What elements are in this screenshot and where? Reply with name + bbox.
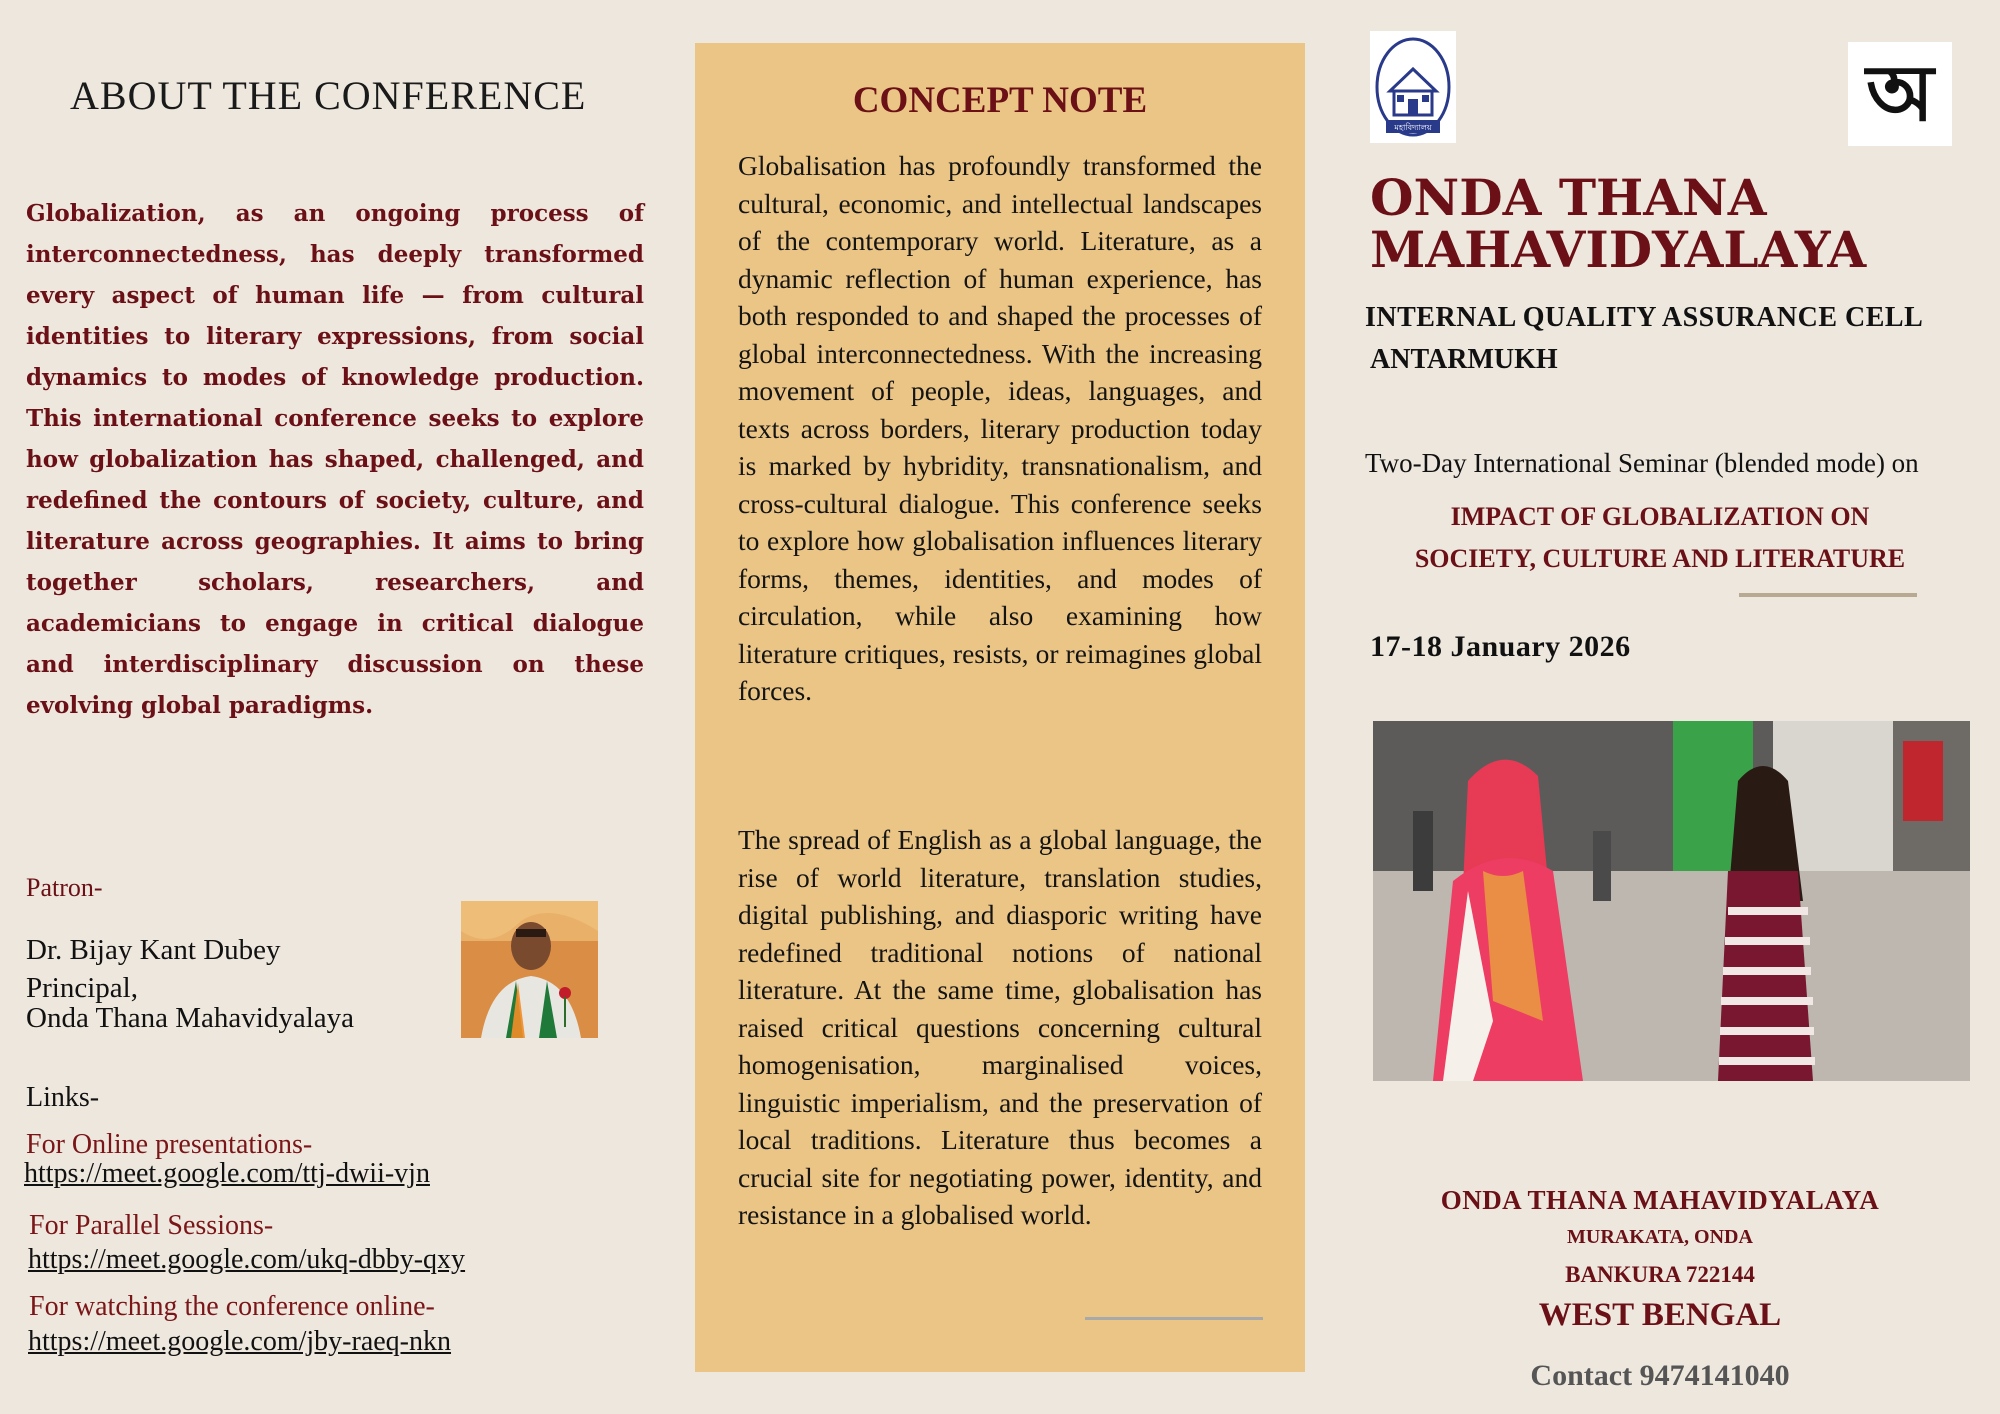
link-online-presentations[interactable]: https://meet.google.com/ttj-dwii-vjn	[24, 1158, 430, 1189]
link-caption-parallel: For Parallel Sessions-	[29, 1210, 274, 1241]
seminar-description: Two-Day International Seminar (blended mode) on	[1365, 448, 1919, 478]
college-title-line2: MAHAVIDYALAYA	[1370, 220, 1867, 279]
links-label: Links-	[26, 1082, 100, 1113]
link-caption-watch: For watching the conference online-	[29, 1291, 435, 1322]
seminar-date: 17-18 January 2026	[1370, 630, 1631, 663]
title-divider	[1739, 593, 1917, 597]
concept-divider	[1085, 1317, 1263, 1320]
about-body: Globalization, as an ongoing process of interconnectedness, has deeply transformed every aspect of human life — from cultural identities to literary expressions, from social dynamics to modes of knowledge production. This international conference seeks to explore how globalization has shaped, challenged, and redefined the contours of society, culture, and literature across geographies. It aims to bring together scholars, researchers, and academicians to engage in critical dialogue and interdisciplinary discussion on these evolving global paradigms.	[26, 200, 644, 719]
concept-note-panel	[695, 43, 1305, 1372]
address-line1: MURAKATA, ONDA	[1567, 1226, 1753, 1248]
antarmukh-logo	[1848, 42, 1952, 146]
college-title-line1: ONDA THANA	[1370, 168, 1767, 227]
iqac-label: INTERNAL QUALITY ASSURANCE CELL	[1365, 302, 1924, 333]
street-scene-image	[1373, 721, 1970, 1081]
about-title: ABOUT THE CONFERENCE	[70, 73, 587, 118]
hero-photo	[1373, 721, 1970, 1081]
patron-photo	[461, 901, 598, 1038]
address-college-name: ONDA THANA MAHAVIDYALAYA	[1440, 1185, 1880, 1215]
patron-org: Onda Thana Mahavidyalaya	[26, 1002, 355, 1034]
concept-paragraph-2: The spread of English as a global language, the rise of world literature, translation studies, digital publishing, and diasporic writing have redefined traditional notions of national literature. At the same time, globalisation has raised critical questions concerning cultural homogenisation, marginalised voices, linguistic imperialism, and the preservation of local traditions. Literature thus becomes a crucial site for negotiating power, identity, and resistance in a globalised world.	[738, 824, 1262, 1230]
contact-phone: Contact 9474141040	[1530, 1359, 1790, 1392]
seminar-title-line1: IMPACT OF GLOBALIZATION ON	[1450, 502, 1870, 531]
patron-name: Dr. Bijay Kant Dubey	[26, 934, 281, 966]
link-watch-online[interactable]: https://meet.google.com/jby-raeq-nkn	[28, 1326, 452, 1357]
college-logo	[1370, 31, 1456, 143]
college-emblem-icon	[1370, 31, 1456, 143]
address-state: WEST BENGAL	[1538, 1297, 1782, 1333]
seminar-title-line2: SOCIETY, CULTURE AND LITERATURE	[1414, 544, 1906, 573]
cover-column	[1320, 0, 2000, 1414]
link-caption-online: For Online presentations-	[26, 1129, 313, 1160]
concept-title: CONCEPT NOTE	[852, 80, 1148, 121]
concept-paragraph-1: Globalisation has profoundly transformed the cultural, economic, and intellectual landscapes of the contemporary world. Literature, as a dynamic reflection of human experience, has both responded to and shaped the processes of global interconnectedness. With the increasing movement of people, ideas, languages, and texts across borders, literary production today is marked by hybridity, transnationalism, and cross-cultural dialogue. This conference seeks to explore how globalisation influences literary forms, themes, identities, and modes of circulation, while also examining how literature critiques, resists, or reimagines global forces.	[738, 150, 1262, 706]
about-column	[0, 0, 680, 1414]
college-title	[1370, 168, 1930, 279]
patron-portrait-image	[461, 901, 598, 1038]
link-parallel-sessions[interactable]: https://meet.google.com/ukq-dbby-qxy	[28, 1244, 466, 1275]
patron-role: Principal,	[26, 972, 138, 1004]
patron-label: Patron-	[26, 873, 103, 902]
logo-caption: মহাবিদ্যালয়	[1394, 123, 1432, 132]
antarmukh-label: ANTARMUKH	[1370, 344, 1558, 375]
antarmukh-glyph-icon: অ	[1866, 49, 1934, 139]
address-line2: BANKURA 722144	[1565, 1262, 1755, 1287]
